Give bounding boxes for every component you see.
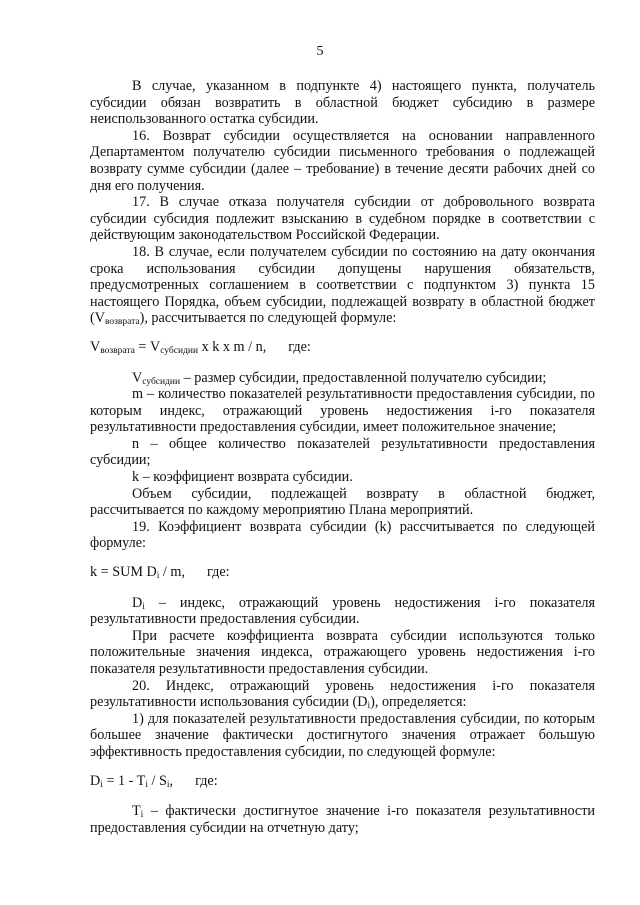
definition-di: $D_i$ – индекс, отражающий уровень недостижения i-го показателя результативности предоставления субсидии. (90, 594, 595, 628)
paragraph-19: 19. Коэффициент возврата субсидии (k) рассчитывается по следующей формуле: (90, 518, 595, 552)
document-body (90, 78, 595, 836)
definition-n: n – общее количество показателей результативности предоставления субсидии; (90, 435, 595, 469)
definition-m: m – количество показателей результативности предоставления субсидии, по которым индекс, отражающий уровень недостижения i-го показателя результативности предоставления субсидии, имеет положительное значение; (90, 386, 595, 436)
paragraph-18: 18. В случае, если получателем субсидии по состоянию на дату окончания срока использования субсидии допущены нарушения обязательств, предусмотренных соглашением в соответствии с подпунктом 3) пункта 15 настоящего Порядка, объем субсидии, подлежащей возврату в областной бюджет $(V_{возврата})$, рассчитывается по следующей формуле: (90, 243, 595, 328)
paragraph-positive-values: При расчете коэффициента возврата субсидии используются только положительные значения индекса, отражающего уровень недостижения i-го показателя результативности предоставления субсидии. (90, 627, 595, 677)
paragraph-17: 17. В случае отказа получателя субсидии от добровольного возврата субсидии субсидия подлежит взысканию в судебном порядке в соответствии с действующим законодательством Российской Федерации. (90, 194, 595, 244)
paragraph-16: 16. Возврат субсидии осуществляется на основании направленного Департаментом получателю субсидии письменного требования о подлежащей возврату сумме субсидии (далее – требование) в течение десяти рабочих дней со дня его получения. (90, 127, 595, 194)
definition-v-subsidy: $V_{субсидии}$ – размер субсидии, предоставленной получателю субсидии; (132, 369, 547, 387)
formula-coefficient-k: k = SUM $D_i$ / m, где: (90, 564, 230, 582)
paragraph-return-remainder: В случае, указанном в подпункте 4) настоящего пункта, получатель субсидии обязан возвратить в областной бюджет субсидию в размере неиспользованного остатка субсидии. (90, 78, 595, 128)
formula-volume-return: $V_{возврата} = V_{субсидии}$ x k x m / n, где: (90, 338, 311, 356)
paragraph-20-item-1: 1) для показателей результативности предоставления субсидии, по которым большее значение фактически достигнутого значения отражает большую эффективность предоставления субсидии, по следующей формуле: (90, 710, 595, 760)
paragraph-20: 20. Индекс, отражающий уровень недостижения i-го показателя результативности использования субсидии $(D_i)$, определяется: (90, 677, 595, 712)
definition-ti: $T_i$ – фактически достигнутое значение i-го показателя результативности предоставления субсидии на отчетную дату; (90, 803, 595, 836)
definition-k: k – коэффициент возврата субсидии. (132, 469, 353, 486)
paragraph-per-measure: Объем субсидии, подлежащей возврату в областной бюджет, рассчитывается по каждому мероприятию Плана мероприятий. (90, 485, 595, 519)
page-number: 5 (316, 44, 324, 59)
formula-index-di: $D_i = 1 - T_i / S_i$, где: (90, 772, 218, 790)
